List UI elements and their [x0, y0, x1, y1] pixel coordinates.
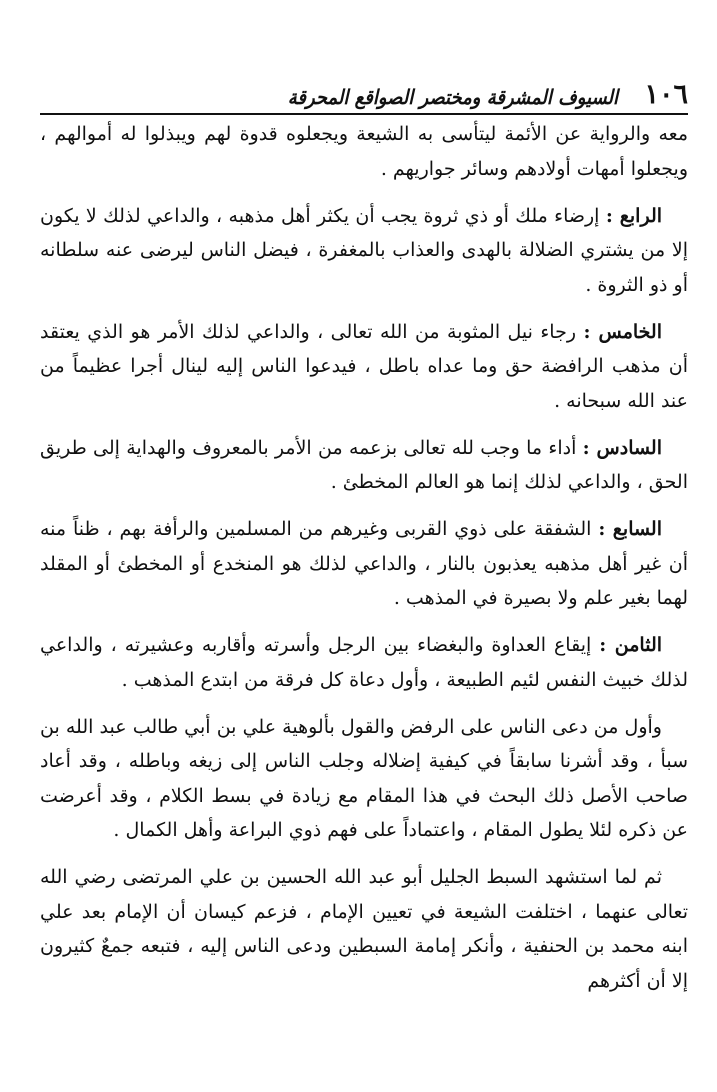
body-text: [40, 117, 688, 1017]
paragraph-ibn-saba: [40, 710, 688, 848]
book-title: السيوف المشرقة ومختصر الصواقع المحرقة: [288, 85, 619, 109]
paragraph-text: إرضاء ملك أو ذي ثروة يجب أن يكثر أهل مذهبه ، والداعي لذلك لا يكون إلا من يشتري الضلالة بالهدى والعذاب بالمغفرة ، فيضل الناس ليرضى عنه سلطانه أو ذو الثروة .: [40, 204, 688, 296]
paragraph-seventh-reason: [40, 512, 688, 616]
page-header: [40, 74, 688, 110]
paragraph-text: الشفقة على ذوي القربى وغيرهم من المسلمين والرأفة بهم ، ظناً منه أن غير أهل مذهبه يعذبون بالنار ، والداعي لذلك هو المنخدع أو المخطئ أو المقلد لهما بغير علم ولا بصيرة في المذهب .: [40, 518, 688, 609]
paragraph-text: وأول من دعى الناس على الرفض والقول بألوهية علي بن أبي طالب عبد الله بن سبأ ، وقد أشرنا سابقاً في كيفية إضلاله وجلب الناس إلى زيغه وباطله ، وقد أعاد صاحب الأصل ذلك البحث في هذا المقام مع زيادة في بسط الكلام ، وقد أعرضت عن ذكره لئلا يطول المقام ، واعتماداً على فهم ذوي البراعة وأهل الكمال .: [40, 715, 688, 841]
paragraph-fourth-reason: [40, 199, 688, 303]
header-divider: [40, 113, 688, 115]
paragraph-lead: السادس :: [582, 436, 663, 459]
paragraph-text: رجاء نيل المثوبة من الله تعالى ، والداعي لذلك الأمر هو الذي يعتقد أن مذهب الرافضة حق وما عداه باطل ، فيدعوا الناس إليه لينال أجرا عظيماً من عند الله سبحانه .: [40, 320, 688, 412]
paragraph-text: معه والرواية عن الأئمة ليتأسى به الشيعة ويجعلوه قدوة لهم ويبذلوا له أموالهم ، ويجعلوا أمهات أولادهم وسائر جواريهم .: [40, 123, 688, 180]
paragraph-eighth-reason: [40, 628, 688, 697]
paragraph-text: أداء ما وجب لله تعالى بزعمه من الأمر بالمعروف والهداية إلى طريق الحق ، والداعي لذلك إنما هو العالم المخطئ .: [40, 436, 688, 493]
paragraph-lead: الثامن :: [599, 634, 663, 656]
paragraph-fifth-reason: [40, 315, 688, 419]
paragraph-lead: السابع :: [598, 518, 662, 540]
paragraph-lead: الرابع :: [605, 204, 663, 227]
paragraph-text: ثم لما استشهد السبط الجليل أبو عبد الله الحسين بن علي المرتضى رضي الله تعالى عنهما ، اختلفت الشيعة في تعيين الإمام ، فزعم كيسان أن الإمام بعد علي ابنه محمد بن الحنفية ، وأنكر إمامة السبطين ودعى الناس إليه ، فتبعه جمعٌ كثيرون إلا أن أكثرهم: [40, 866, 688, 992]
paragraph-kaysan: [40, 860, 688, 998]
paragraph-continuation: [40, 117, 688, 186]
page-number: ١٠٦: [644, 79, 688, 110]
paragraph-lead: الخامس :: [583, 320, 662, 343]
paragraph-text: إيقاع العداوة والبغضاء بين الرجل وأسرته وأقاربه وعشيرته ، والداعي لذلك خبيث النفس لئيم الطبيعة ، وأول دعاة كل فرقة من ابتدع المذهب .: [40, 634, 688, 691]
paragraph-sixth-reason: [40, 431, 688, 500]
